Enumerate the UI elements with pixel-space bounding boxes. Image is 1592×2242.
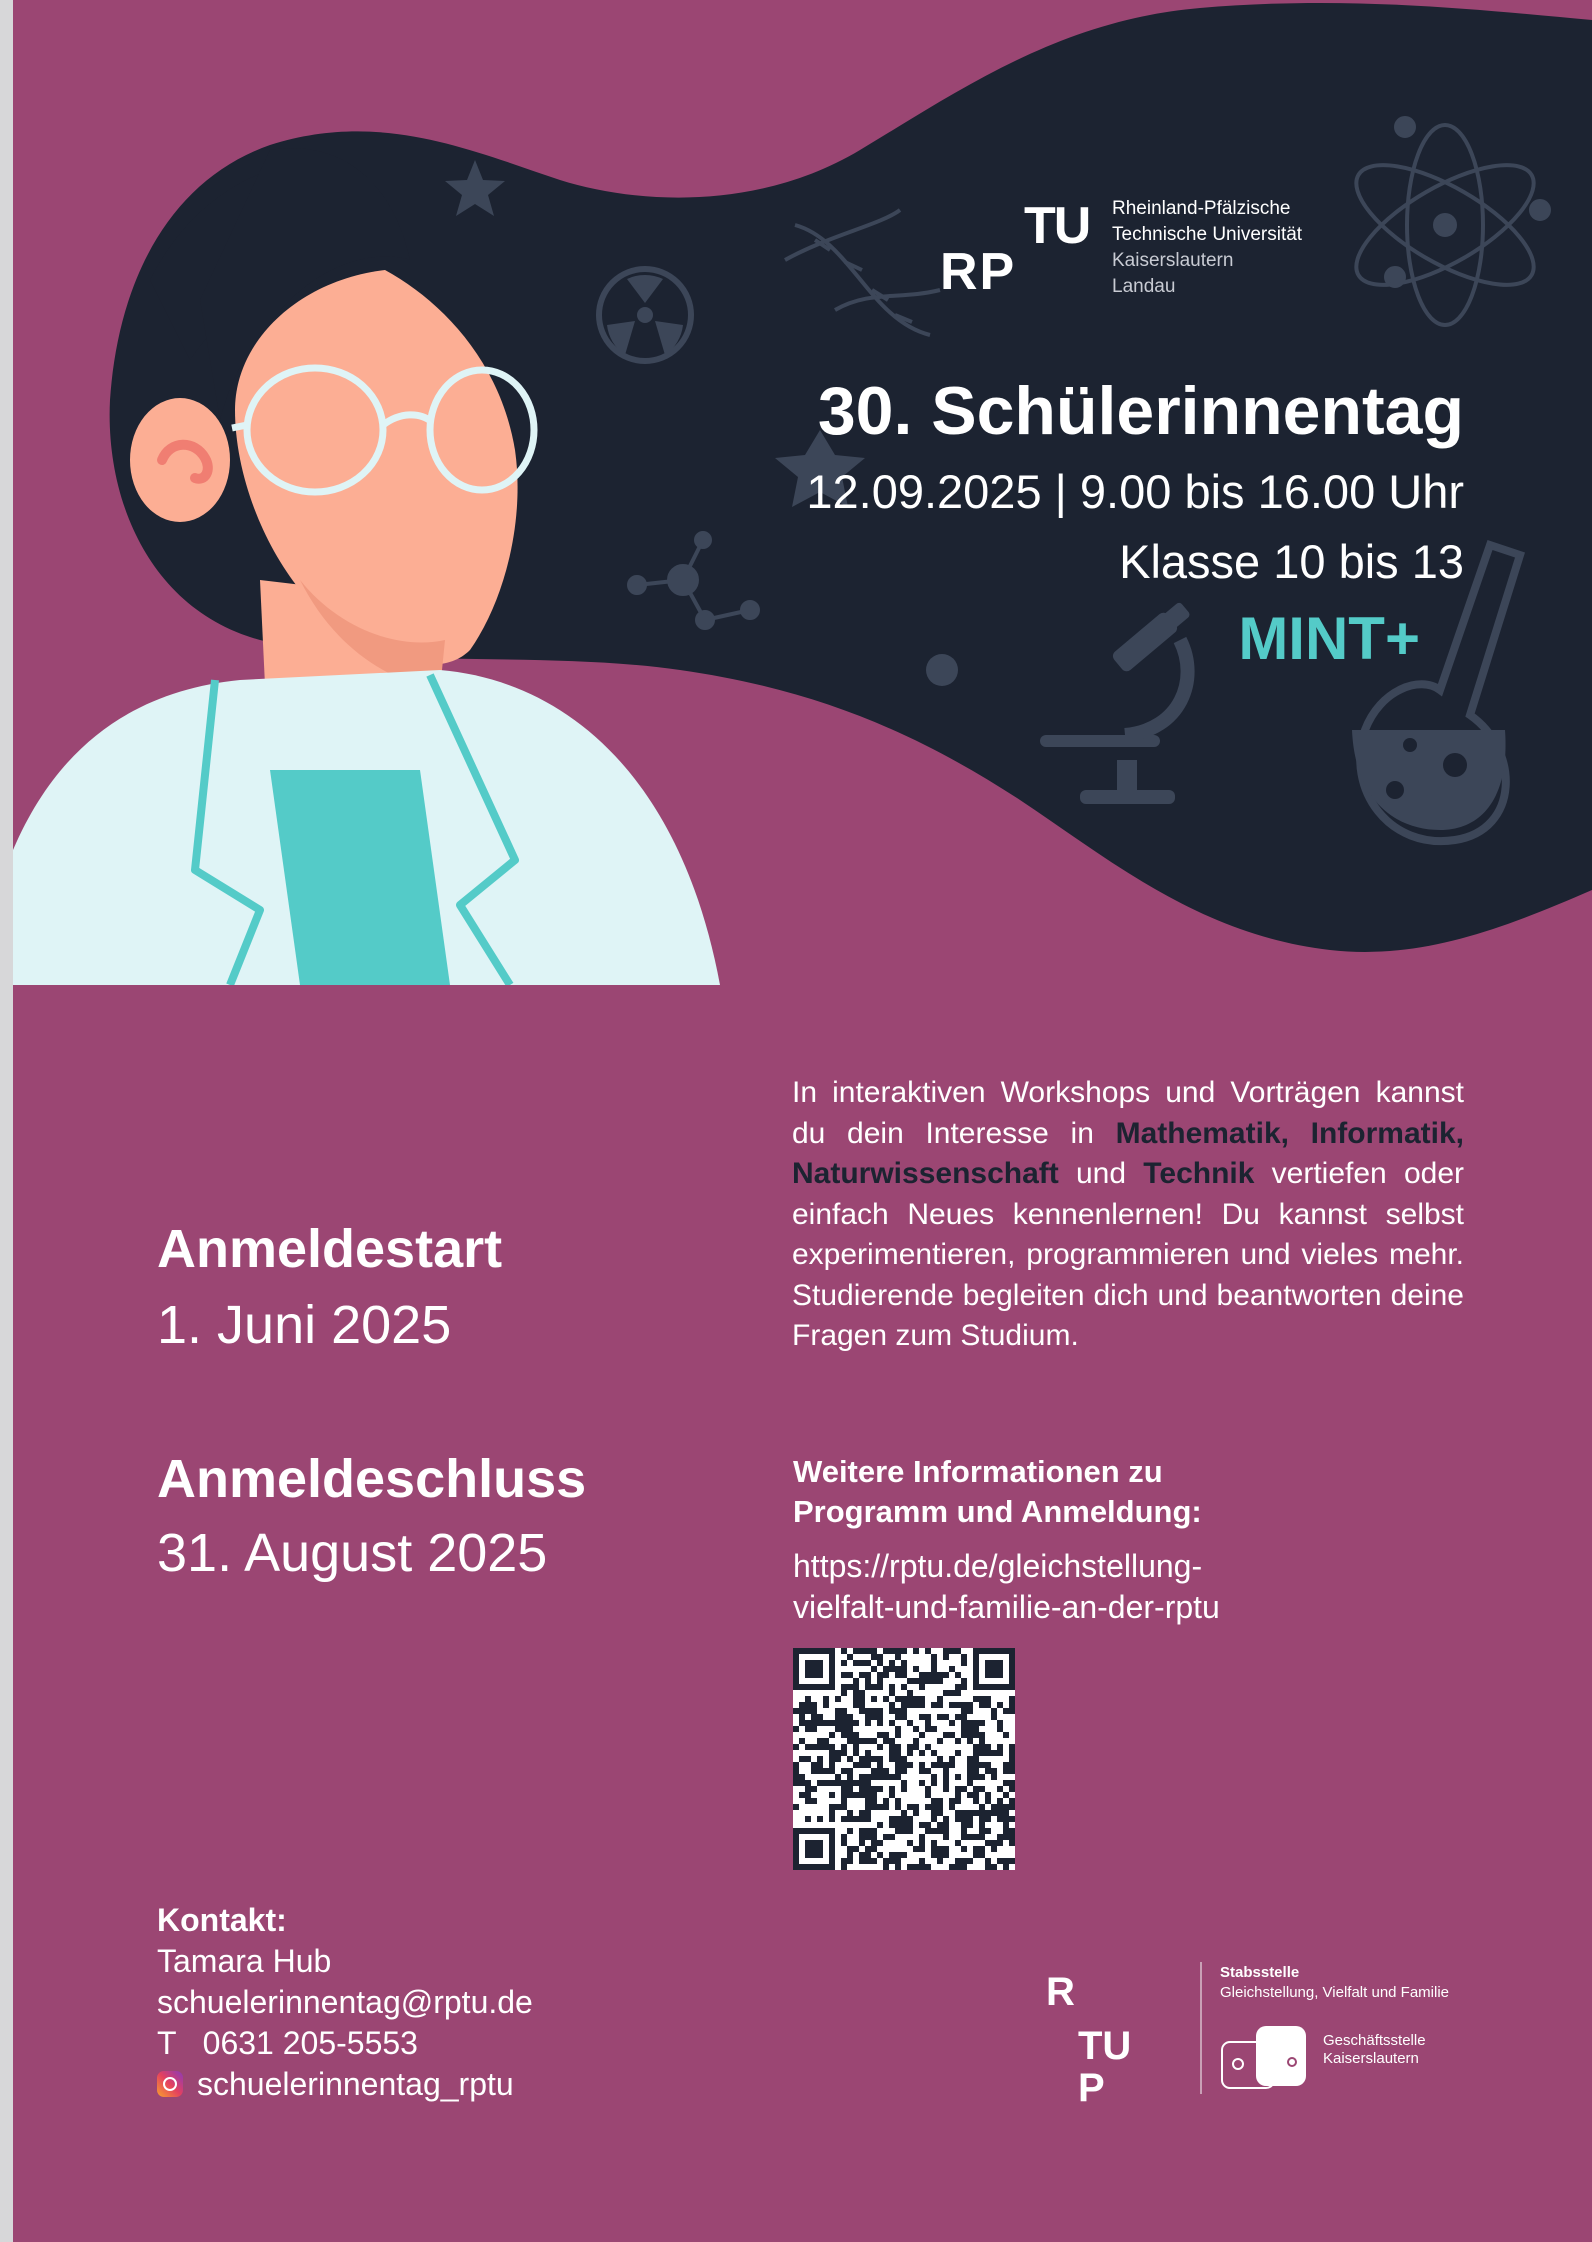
instagram-icon: [157, 2071, 183, 2097]
more-info-url[interactable]: [793, 1546, 1220, 1628]
logo-bottom-tu: TU: [1078, 2024, 1132, 2068]
logo-line3: Kaiserslautern: [1112, 250, 1234, 271]
contact-instagram[interactable]: [157, 2064, 533, 2105]
qr-modules: [793, 1648, 1015, 1870]
department-logo: [1040, 1964, 1490, 2110]
dept-title: Stabsstelle: [1220, 1964, 1300, 1981]
rptu-logo: [940, 196, 1320, 306]
logo-line2: Technische Universität: [1112, 224, 1303, 245]
intro-part2: und: [1058, 1157, 1144, 1190]
more-info-url-line2[interactable]: vielfalt-und-familie-an-der-rptu: [793, 1589, 1220, 1625]
dept-name: Gleichstellung, Vielfalt und Familie: [1220, 1984, 1450, 2001]
office-line1: Geschäftsstelle: [1323, 2032, 1426, 2049]
intro-part1: In interaktiven Workshops und Vorträgen kannst du dein Interesse in: [792, 1076, 1464, 1150]
intro-paragraph: [792, 1073, 1464, 1357]
contact-phone: T 0631 205-5553: [157, 2025, 418, 2061]
more-info-heading-line2: Programm und Anmeldung:: [793, 1494, 1202, 1529]
logo-bottom-r: R: [1046, 1970, 1075, 2014]
ear: [130, 398, 230, 522]
event-grades: Klasse 10 bis 13: [1119, 535, 1464, 588]
office-line2: Kaiserslautern: [1323, 2050, 1419, 2067]
intro-part3: vertiefen oder einfach Neues kennenlernen! Du kannst selbst experimentieren, programmieren und vieles mehr. Studierende begleiten dich und beantworten deine Fragen zum Studium.: [792, 1157, 1464, 1352]
qr-code[interactable]: [793, 1648, 1015, 1870]
more-info-url-line1[interactable]: https://rptu.de/gleichstellung-: [793, 1548, 1203, 1584]
logo-line1: Rheinland-Pfälzische: [1112, 198, 1291, 219]
office-emblem-icon: [1220, 2022, 1310, 2100]
registration-start-date: 1. Juni 2025: [157, 1295, 452, 1355]
contact-block: [157, 1900, 533, 2105]
registration-end-date: 31. August 2025: [157, 1523, 548, 1583]
mint-tag: MINT+: [1238, 605, 1420, 672]
contact-name: Tamara Hub: [157, 1943, 332, 1979]
more-info-heading-line1: Weitere Informationen zu: [793, 1454, 1163, 1489]
contact-heading: Kontakt:: [157, 1902, 287, 1938]
more-info-heading: [793, 1452, 1202, 1532]
logo-divider: [1200, 1962, 1202, 2094]
intro-subjects: Mathematik, Informatik, Naturwissenschaft: [792, 1116, 1464, 1190]
contact-instagram-handle[interactable]: schuelerinnentag_rptu: [197, 2066, 514, 2102]
logo-tu: TU: [1024, 197, 1090, 255]
registration-start-label: Anmeldestart: [157, 1219, 503, 1279]
logo-rp: RP: [940, 243, 1017, 301]
event-title: 30. Schülerinnentag: [817, 373, 1464, 449]
logo-university-name: [1112, 196, 1302, 300]
logo-line4: Landau: [1112, 276, 1176, 297]
logo-bottom-p: P: [1078, 2066, 1105, 2110]
event-date-time: 12.09.2025 | 9.00 bis 16.00 Uhr: [806, 465, 1464, 518]
shirt: [270, 770, 450, 985]
intro-technik: Technik: [1143, 1157, 1255, 1190]
registration-end-label: Anmeldeschluss: [157, 1449, 587, 1509]
contact-email[interactable]: schuelerinnentag@rptu.de: [157, 1984, 533, 2020]
